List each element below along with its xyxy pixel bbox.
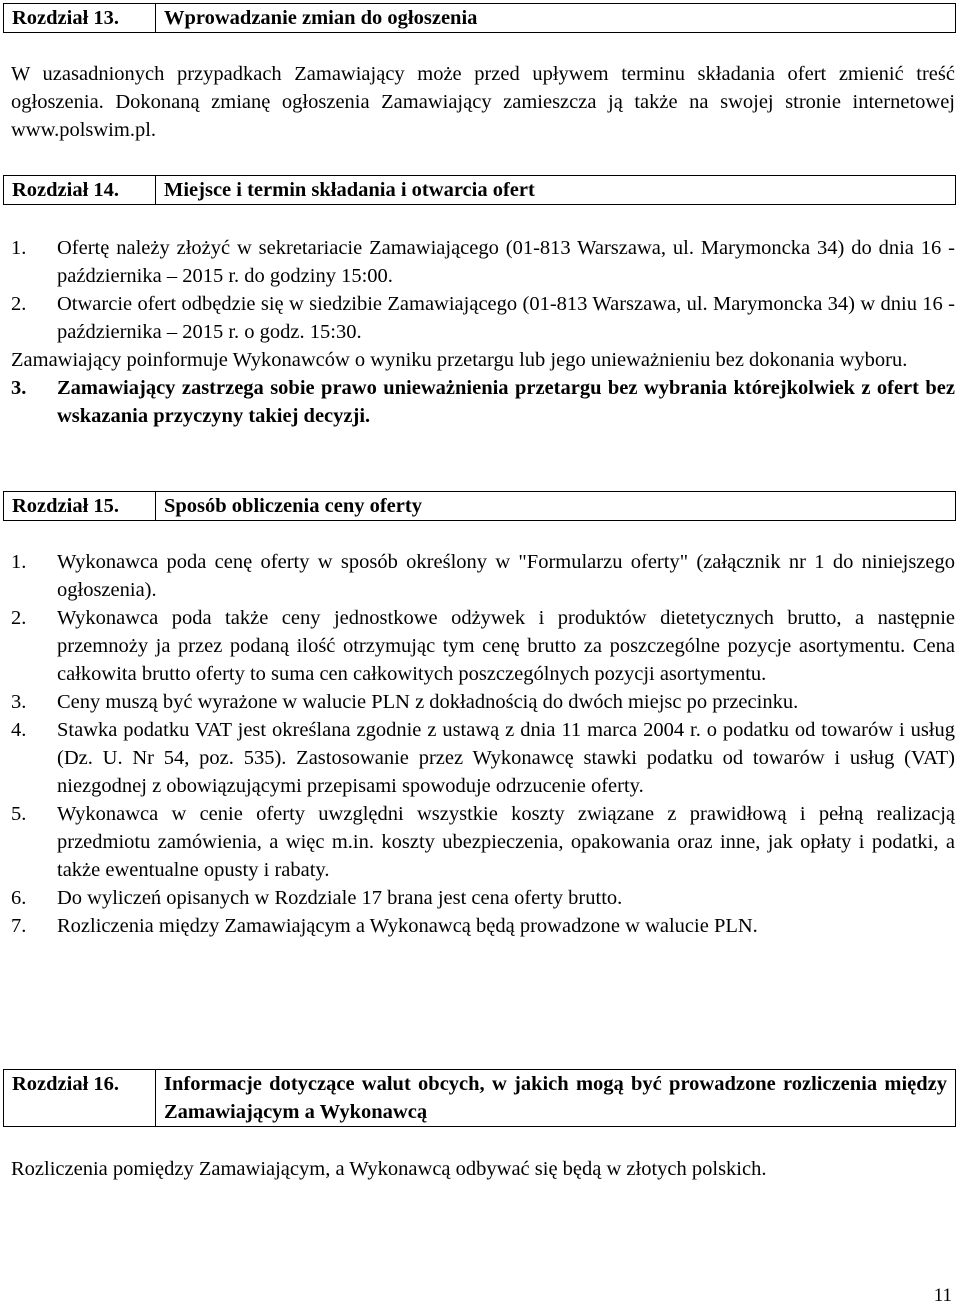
list-item — [11, 290, 955, 346]
chapter-15-number: Rozdział 15. — [4, 492, 156, 520]
list-item-text: Stawka podatku VAT jest określana zgodnie z ustawą z dnia 11 marca 2004 r. o podatku od towarów i usług (Dz. U. Nr 54, poz. 535). Zastosowanie przez Wykonawcę stawki podatku od towarów i usług (VAT) niezgodnej z obowiązującymi przepisami spowoduje odrzucenie oferty. — [57, 719, 955, 797]
chapter-15-title: Sposób obliczenia ceny oferty — [164, 495, 422, 517]
chapter-15-header — [3, 491, 956, 521]
list-item-text: Ceny muszą być wyrażone w walucie PLN z dokładnością do dwóch miejsc po przecinku. — [57, 691, 799, 713]
list-item-number: 2. — [11, 607, 27, 629]
list-item-text: Zamawiający zastrzega sobie prawo unieważnienia przetargu bez wybrania którejkolwiek z ofert bez wskazania przyczyny takiej decyzji. — [57, 377, 955, 427]
list-item-text: Do wyliczeń opisanych w Rozdziale 17 brana jest cena oferty brutto. — [57, 887, 623, 909]
list-item-number: 5. — [11, 803, 27, 825]
chapter-16-number: Rozdział 16. — [4, 1070, 156, 1126]
list-item-number: 4. — [11, 719, 27, 741]
list-item-number: 7. — [11, 915, 27, 937]
chapter-14-number: Rozdział 14. — [4, 176, 156, 204]
chapter-13-number: Rozdział 13. — [4, 4, 156, 32]
chapter-14-header — [3, 175, 956, 205]
chapter-16-body: Rozliczenia pomiędzy Zamawiającym, a Wykonawcą odbywać się będą w złotych polskich. — [11, 1158, 767, 1180]
chapter-15-list — [11, 548, 955, 940]
list-item — [11, 688, 955, 716]
list-item — [11, 548, 955, 604]
list-item-number: 1. — [11, 551, 27, 573]
chapter-14-note: Zamawiający poinformuje Wykonawców o wyniku przetargu lub jego unieważnieniu bez dokonania wyboru. — [11, 349, 908, 371]
list-item-number: 3. — [11, 691, 27, 713]
chapter-16-header — [3, 1069, 956, 1127]
list-item-text: Ofertę należy złożyć w sekretariacie Zamawiającego (01-813 Warszawa, ul. Marymoncka 34) do dnia 16 - października – 2015 r. do godziny 15:00. — [57, 237, 955, 287]
list-item-number: 3. — [11, 377, 27, 399]
list-item-text: Otwarcie ofert odbędzie się w siedzibie Zamawiającego (01-813 Warszawa, ul. Marymoncka 34) w dniu 16 - października – 2015 r. o godz. 15:30. — [57, 293, 955, 343]
chapter-16-title: Informacje dotyczące walut obcych, w jakich mogą być prowadzone rozliczenia między Zamawiającym a Wykonawcą — [164, 1073, 947, 1123]
chapter-14-title: Miejsce i termin składania i otwarcia ofert — [164, 179, 535, 201]
list-item — [11, 234, 955, 290]
list-item — [11, 800, 955, 884]
list-item — [11, 912, 955, 940]
list-item — [11, 604, 955, 688]
list-item — [11, 374, 955, 430]
chapter-13-title: Wprowadzanie zmian do ogłoszenia — [164, 7, 478, 29]
list-item — [11, 716, 955, 800]
chapter-13-body: W uzasadnionych przypadkach Zamawiający może przed upływem terminu składania ofert zmienić treść ogłoszenia. Dokonaną zmianę ogłoszenia Zamawiający zamieszcza ją także na swojej stronie internetowej www.polswim.pl. — [11, 63, 955, 141]
list-item-text: Wykonawca poda cenę oferty w sposób określony w "Formularzu oferty" (załącznik nr 1 do niniejszego ogłoszenia). — [57, 551, 955, 601]
chapter-13-header — [3, 3, 956, 33]
list-item-text: Rozliczenia między Zamawiającym a Wykonawcą będą prowadzone w walucie PLN. — [57, 915, 758, 937]
list-item-number: 6. — [11, 887, 27, 909]
list-item-number: 2. — [11, 293, 27, 315]
list-item — [11, 884, 955, 912]
list-item-text: Wykonawca w cenie oferty uwzględni wszystkie koszty związane z prawidłową i pełną realizacją przedmiotu zamówienia, a więc m.in. koszty ubezpieczenia, opakowania oraz inne, jak opłaty i podatki, a także ewentualne opusty i rabaty. — [57, 803, 955, 881]
list-item-text: Wykonawca poda także ceny jednostkowe odżywek i produktów dietetycznych brutto, a następnie przemnoży ja przez podaną ilość otrzymując tym cenę brutto za poszczególne pozycje asortymentu. Cena całkowita brutto oferty to suma cen całkowitych poszczególnych pozycji asortymentu. — [57, 607, 955, 685]
list-item-number: 1. — [11, 237, 27, 259]
chapter-14-list — [11, 234, 955, 430]
page-number: 11 — [933, 1285, 952, 1306]
